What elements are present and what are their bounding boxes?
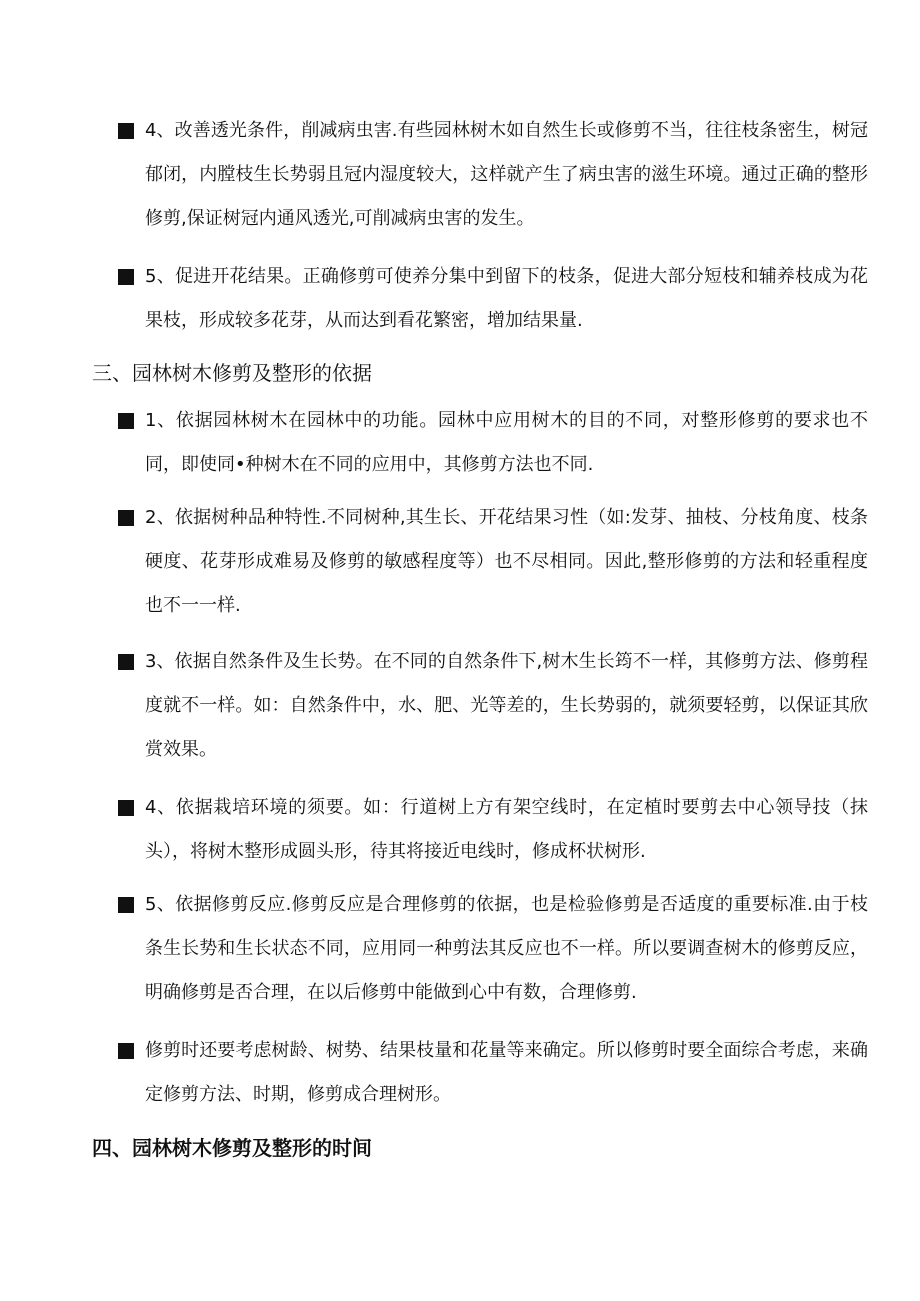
square-bullet-icon [118, 123, 134, 139]
list-item-text: 3、依据自然条件及生长势。在不同的自然条件下,树木生长筠不一样，其修剪方法、修剪程度就不一样。如：自然条件中，水、肥、光等差的，生长势弱的，就须要轻剪，以保证其欣赏效果。 [145, 651, 868, 760]
list-item [118, 399, 868, 487]
list-item-text: 修剪时还要考虑树龄、树势、结果枝量和花量等来确定。所以修剪时要全面综合考虑，来确定修剪方法、时期，修剪成合理树形。 [145, 1040, 868, 1105]
square-bullet-icon [118, 510, 134, 526]
list-item-text: 4、依据栽培环境的须要。如：行道树上方有架空线时，在定植时要剪去中心领导技（抹头），将树木整形成圆头形，待其将接近电线时，修成杯状树形. [145, 797, 868, 862]
square-bullet-icon [118, 800, 134, 816]
list-item-text: 1、依据园林树木在园林中的功能。园林中应用树木的目的不同，对整形修剪的要求也不同，即使同•种树木在不同的应用中，其修剪方法也不同. [145, 410, 868, 475]
list-item-text: 5、依据修剪反应.修剪反应是合理修剪的依据，也是检验修剪是否适度的重要标准.由于枝条生长势和生长状态不同，应用同一种剪法其反应也不一样。所以要调查树木的修剪反应，明确修剪是否合理，在以后修剪中能做到心中有数，合理修剪. [145, 894, 868, 1003]
list-item [118, 496, 868, 628]
list-item [118, 109, 868, 241]
square-bullet-icon [118, 413, 134, 429]
section-heading-3: 三、园林树木修剪及整形的依据 [92, 361, 372, 385]
square-bullet-icon [118, 897, 134, 913]
section-heading-4: 四、园林树木修剪及整形的时间 [92, 1136, 372, 1160]
list-item [118, 640, 868, 772]
list-item-text: 5、促进开花结果。正确修剪可使养分集中到留下的枝条，促进大部分短枝和辅养枝成为花果枝，形成较多花芽，从而达到看花繁密，增加结果量. [145, 266, 868, 331]
list-item [118, 255, 868, 343]
square-bullet-icon [118, 654, 134, 670]
list-item [118, 786, 868, 874]
list-item [118, 1029, 868, 1117]
square-bullet-icon [118, 269, 134, 285]
list-item-text: 2、依据树种品种特性.不同树种,其生长、开花结果习性（如:发芽、抽枝、分枝角度、枝条硬度、花芽形成难易及修剪的敏感程度等）也不尽相同。因此,整形修剪的方法和轻重程度也不一一样. [145, 507, 868, 616]
list-item-text: 4、改善透光条件，削减病虫害.有些园林树木如自然生长或修剪不当，往往枝条密生，树冠郁闭，内膛枝生长势弱且冠内湿度较大，这样就产生了病虫害的滋生环境。通过正确的整形修剪,保证树冠内通风透光,可削减病虫害的发生。 [145, 120, 868, 229]
square-bullet-icon [118, 1043, 134, 1059]
list-item [118, 883, 868, 1015]
